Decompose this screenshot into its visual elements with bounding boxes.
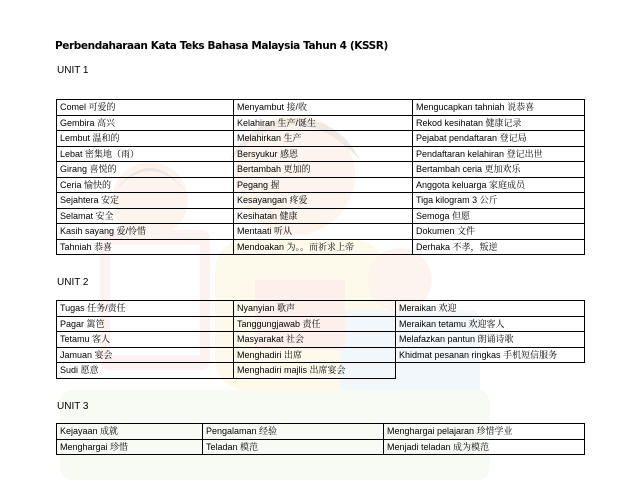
vocabulary-cell: Khidmat pesanan ringkas 手机短信服务 (396, 347, 585, 363)
vocabulary-cell: Bersyukur 感恩 (234, 146, 413, 162)
vocabulary-cell (396, 363, 585, 379)
table-row (57, 177, 585, 193)
document-title: Perbendaharaan Kata Teks Bahasa Malaysia Tahun 4 (KSSR) (55, 40, 388, 52)
table-row (57, 316, 585, 332)
vocabulary-cell: Tiga kilogram 3 公斤 (413, 193, 585, 209)
vocabulary-cell: Lembut 温和的 (57, 131, 234, 147)
unit-2-heading: UNIT 2 (57, 277, 89, 288)
unit-3-heading: UNIT 3 (57, 401, 89, 412)
vocabulary-cell: Bertambah 更加的 (234, 162, 413, 178)
vocabulary-cell: Sejahtera 安定 (57, 193, 234, 209)
vocabulary-cell: Selamat 安全 (57, 208, 234, 224)
vocabulary-cell: Meraikan 欢迎 (396, 301, 585, 317)
vocabulary-cell: Menjadi teladan 成为模范 (384, 439, 585, 455)
vocabulary-cell: Pagar 篱笆 (57, 316, 234, 332)
unit-1-vocabulary-table (56, 99, 585, 255)
table-row (57, 193, 585, 209)
table-row (57, 208, 585, 224)
vocabulary-cell: Tahniah 恭喜 (57, 239, 234, 255)
vocabulary-cell: Menyambut 接/收 (234, 100, 413, 116)
table-row (57, 100, 585, 116)
vocabulary-cell: Jamuan 宴会 (57, 347, 234, 363)
vocabulary-cell: Ceria 愉快的 (57, 177, 234, 193)
vocabulary-cell: Teladan 模范 (203, 439, 384, 455)
vocabulary-cell: Pengalaman 经验 (203, 424, 384, 440)
vocabulary-cell: Menghargai 珍惜 (57, 439, 203, 455)
vocabulary-cell: Semoga 但愿 (413, 208, 585, 224)
vocabulary-cell: Nyanyian 歌声 (234, 301, 396, 317)
vocabulary-cell: Comel 可爱的 (57, 100, 234, 116)
unit-1-heading: UNIT 1 (57, 65, 89, 76)
table-row (57, 301, 585, 317)
table-row (57, 424, 585, 440)
unit-3-vocabulary-table (56, 423, 585, 455)
vocabulary-cell: Tanggungjawab 责任 (234, 316, 396, 332)
vocabulary-cell: Tetamu 客人 (57, 332, 234, 348)
vocabulary-cell: Tugas 任务/责任 (57, 301, 234, 317)
unit-2-vocabulary-table (56, 300, 585, 379)
vocabulary-cell: Mendoakan 为。。而祈求上帝 (234, 239, 413, 255)
table-row (57, 162, 585, 178)
table-row (57, 332, 585, 348)
table-row (57, 146, 585, 162)
vocabulary-cell: Menghadiri 出席 (234, 347, 396, 363)
vocabulary-cell: Derhaka 不孝，叛逆 (413, 239, 585, 255)
vocabulary-cell: Kelahiran 生产/诞生 (234, 115, 413, 131)
vocabulary-cell: Dokumen 文件 (413, 224, 585, 240)
vocabulary-cell: Kesihatan 健康 (234, 208, 413, 224)
vocabulary-cell: Pegang 握 (234, 177, 413, 193)
vocabulary-cell: Pejabat pendaftaran 登记局 (413, 131, 585, 147)
vocabulary-cell: Lebat 密集地（雨） (57, 146, 234, 162)
vocabulary-cell: Melafazkan pantun 朗诵诗歌 (396, 332, 585, 348)
vocabulary-cell: Menghadiri majlis 出席宴会 (234, 363, 396, 379)
vocabulary-cell: Melahirkan 生产 (234, 131, 413, 147)
vocabulary-cell: Pendaftaran kelahiran 登记出世 (413, 146, 585, 162)
vocabulary-cell: Kesayangan 疼爱 (234, 193, 413, 209)
vocabulary-cell: Mengucapkan tahniah 说恭喜 (413, 100, 585, 116)
vocabulary-cell: Kasih sayang 爱/怜惜 (57, 224, 234, 240)
vocabulary-cell: Sudi 愿意 (57, 363, 234, 379)
vocabulary-cell: Mentaati 听从 (234, 224, 413, 240)
table-row (57, 439, 585, 455)
table-row (57, 115, 585, 131)
vocabulary-cell: Gembira 高兴 (57, 115, 234, 131)
table-row (57, 347, 585, 363)
vocabulary-cell: Kejayaan 成就 (57, 424, 203, 440)
vocabulary-cell: Menghargai pelajaran 珍惜学业 (384, 424, 585, 440)
vocabulary-cell: Masyarakat 社会 (234, 332, 396, 348)
vocabulary-cell: Girang 喜悦的 (57, 162, 234, 178)
vocabulary-cell: Rekod kesihatan 健康记录 (413, 115, 585, 131)
vocabulary-cell: Bertambah ceria 更加欢乐 (413, 162, 585, 178)
vocabulary-cell: Anggota keluarga 家庭成员 (413, 177, 585, 193)
table-row (57, 131, 585, 147)
table-row (57, 239, 585, 255)
table-row (57, 363, 585, 379)
vocabulary-cell: Meraikan tetamu 欢迎客人 (396, 316, 585, 332)
table-row (57, 224, 585, 240)
